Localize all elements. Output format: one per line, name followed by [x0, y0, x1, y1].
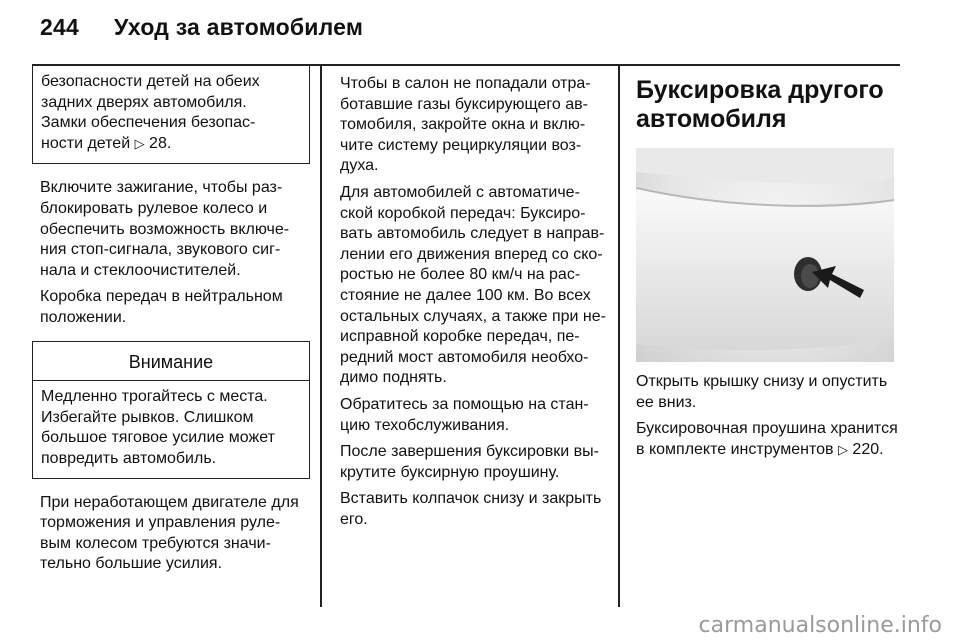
reference-arrow-icon: ▷ — [837, 442, 848, 458]
bumper-cover-illustration — [636, 148, 894, 362]
column-2 — [340, 74, 608, 536]
column-1 — [40, 74, 302, 581]
warning-title: Внимание — [33, 342, 309, 382]
page-title: Уход за автомобилем — [114, 14, 364, 40]
paragraph: Для автомобилей с автоматиче- ской коробкой передач: Буксиро- вать автомобиль следует в направ- лении его движения вперед со ско- ростью не более 80 км/ч на рас- стояние не далее 100 км. Во всех остальных случаях, а также при не- исправной коробке передач, пе- редний мост автомобиля необхо- димо поднять. — [340, 183, 606, 387]
continued-box — [32, 64, 310, 164]
bumper-illustration-svg — [636, 148, 894, 362]
page-number: 244 — [40, 14, 79, 40]
reference-arrow-icon: ▷ — [134, 136, 145, 152]
paragraph-text: Буксировочная проушина хранится в комплекте инструментов — [636, 420, 898, 458]
reference-page: 220. — [852, 440, 884, 458]
continued-box-text: безопасности детей на обеих задних дверях автомобиля. Замки обеспечения безопас- ности детей — [41, 73, 260, 152]
page-header — [40, 14, 363, 41]
paragraph: Коробка передач в нейтральном положении. — [40, 288, 283, 326]
paragraph: При неработающем двигателе для торможения и управления руле- вым колесом требуются значи- тельно большие усилия. — [40, 493, 299, 573]
paragraph — [636, 419, 908, 461]
column-3 — [636, 76, 908, 467]
watermark: carmanualsonline.info — [698, 613, 942, 638]
section-heading: Буксировка другого автомобиля — [636, 76, 884, 133]
warning-body: Медленно трогайтесь с места. Избегайте рывков. Слишком большое тяговое усилие может повредить автомобиль. — [41, 388, 275, 467]
paragraph: Обратитесь за помощью на стан- цию техобслуживания. — [340, 395, 589, 434]
column-divider-2 — [618, 66, 620, 607]
paragraph: Вставить колпачок снизу и закрыть его. — [340, 490, 602, 528]
paragraph: Открыть крышку снизу и опустить ее вниз. — [636, 373, 888, 411]
column-divider-1 — [320, 66, 322, 607]
paragraph: После завершения буксировки вы- крутите буксирную проушину. — [340, 443, 599, 481]
warning-box — [32, 341, 310, 479]
continued-box-ref: 28. — [149, 134, 172, 152]
paragraph: Включите зажигание, чтобы раз- блокировать рулевое колесо и обеспечить возможность включе- ния стоп-сигнала, звукового сиг- нала и стеклоочистителей. — [40, 179, 290, 279]
paragraph: Чтобы в салон не попадали отра- ботавшие газы буксирующего ав- томобиля, закройте окна и вклю- чите систему рециркуляции воз- духа. — [340, 75, 591, 175]
bumper-face — [636, 188, 894, 350]
bumper-upper-surface — [636, 148, 894, 184]
